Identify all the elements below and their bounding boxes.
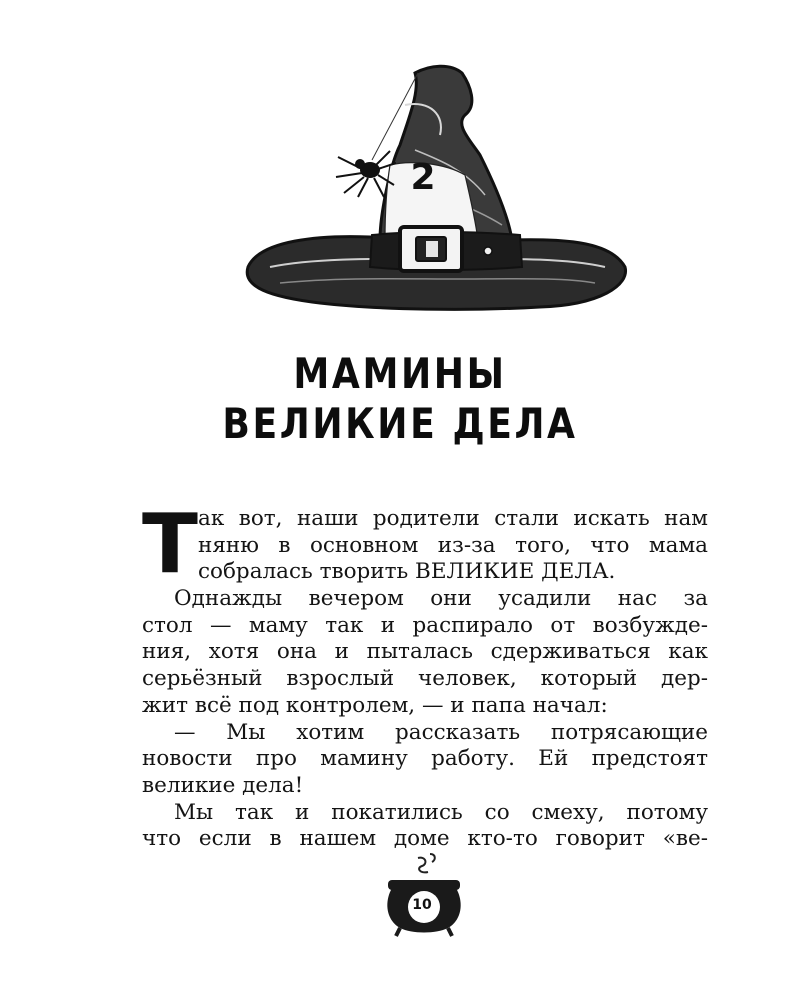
body-line: ак вот, наши родители стали искать нам <box>198 506 708 531</box>
body-line: новости про мамину работу. Ей предстоят <box>142 746 708 772</box>
body-line: Однажды вечером они усадили нас за <box>174 586 708 612</box>
body-line: стол — маму так и распирало от возбужде- <box>142 612 708 638</box>
drop-cap: Т <box>142 497 198 592</box>
chapter-title-line-2: ВЕЛИКИЕ ДЕЛА <box>222 399 578 448</box>
body-text <box>142 497 708 853</box>
body-line: великие дела! <box>142 772 304 798</box>
body-line: жит всё под контролем, — и папа начал: <box>142 692 608 718</box>
page-number: 10 <box>412 897 432 913</box>
body-line: — Мы хотим рассказать потрясающие <box>174 719 708 745</box>
body-line: Мы так и покатились со смеху, потому <box>174 799 708 825</box>
body-line: няню в основном из-за того, что мама <box>198 532 708 558</box>
cauldron-icon <box>378 852 470 938</box>
chapter-number: 2 <box>410 157 436 198</box>
chapter-title-line-1: МАМИНЫ <box>293 349 507 398</box>
body-line: серьёзный взрослый человек, который дер- <box>142 666 708 692</box>
body-line: собралась творить ВЕЛИКИЕ ДЕЛА. <box>198 559 616 585</box>
body-line: что если в нашем доме кто-то говорит «ве- <box>142 826 708 852</box>
body-line: ния, хотя она и пыталась сдерживаться как <box>142 639 708 665</box>
